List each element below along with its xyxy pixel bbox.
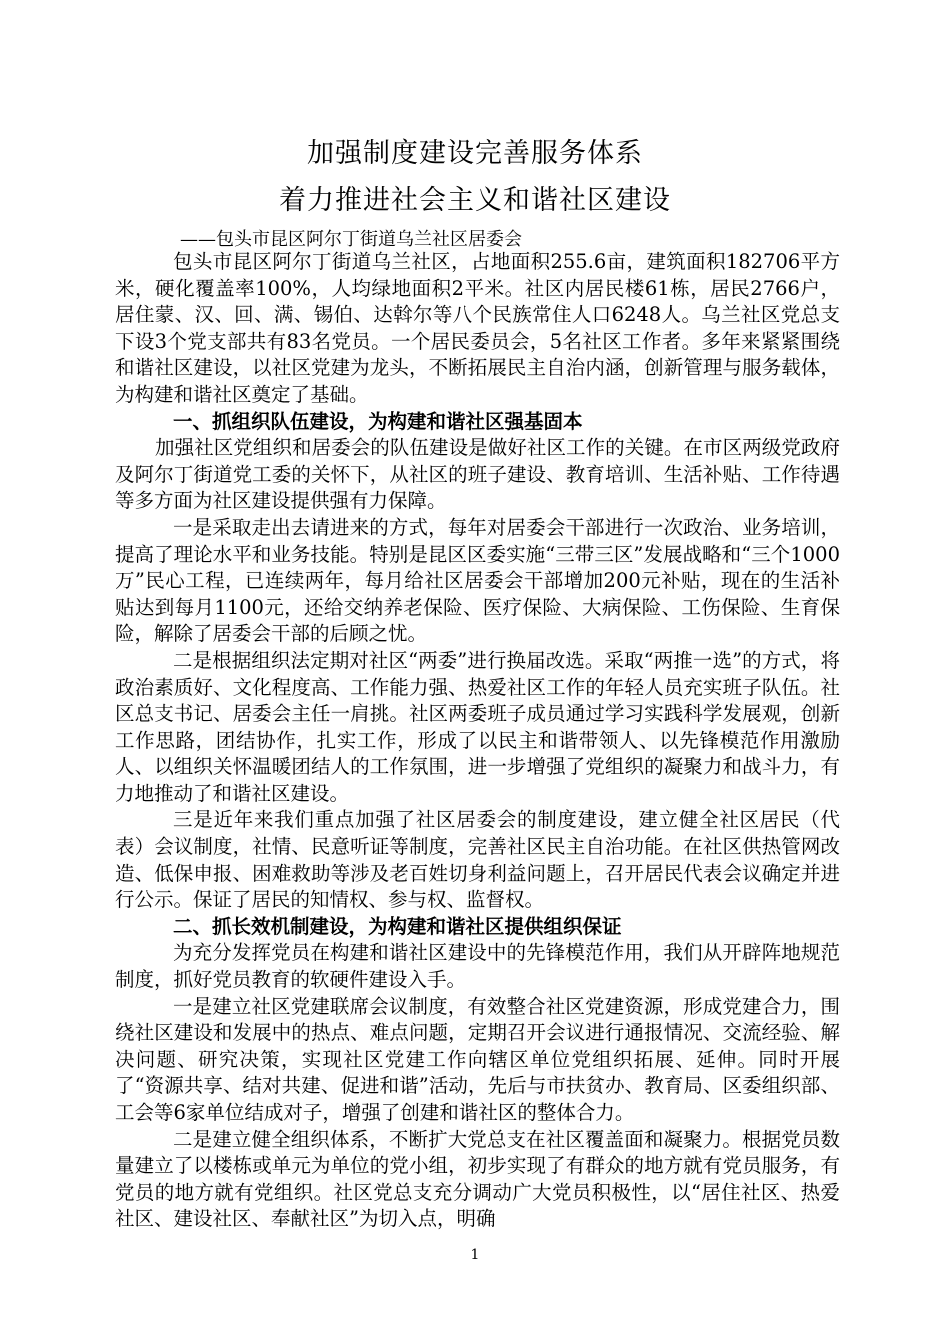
document-body <box>115 249 840 1233</box>
section-2-heading: 二、抓长效机制建设，为构建和谐社区提供组织保证 <box>173 914 622 938</box>
page-number: 1 <box>470 1247 480 1263</box>
section-1-paragraph: 加强社区党组织和居委会的队伍建设是做好社区工作的关键。在市区两级党政府及阿尔丁街道党工委的关怀下，从社区的班子建设、教育培训、生活补贴、工作待遇等多方面为社区建设提供强有力保障。 <box>115 436 840 513</box>
document-title-line-1: 加强制度建设完善服务体系 <box>307 138 643 169</box>
section-1-paragraph: 三是近年来我们重点加强了社区居委会的制度建设，建立健全社区居民（代表）会议制度，社情、民意听证等制度，完善社区民主自治功能。在社区供热管网改造、低保申报、困难救助等涉及老百姓切身利益问题上，召开居民代表会议确定并进行公示。保证了居民的知情权、参与权、监督权。 <box>115 808 840 912</box>
document-subtitle: ——包头市昆区阿尔丁街道乌兰社区居委会 <box>180 229 522 250</box>
section-2-paragraph: 为充分发挥党员在构建和谐社区建设中的先锋模范作用，我们从开辟阵地规范制度，抓好党员教育的软硬件建设入手。 <box>115 941 840 992</box>
section-2-paragraph: 一是建立社区党建联席会议制度，有效整合社区党建资源，形成党建合力，围绕社区建设和发展中的热点、难点问题，定期召开会议进行通报情况、交流经验、解决问题、研究决策，实现社区党建工作向辖区单位党组织拓展、延伸。同时开展了“资源共享、结对共建、促进和谐”活动，先后与市扶贫办、教育局、区委组织部、工会等6家单位结成对子，增强了创建和谐社区的整体合力。 <box>115 994 840 1124</box>
intro-paragraph: 包头市昆区阿尔丁街道乌兰社区，占地面积255.6亩，建筑面积182706平方米，硬化覆盖率100%，人均绿地面积2平米。社区内居民楼61栋，居民2766户，居住蒙、汉、回、满、锡伯、达斡尔等八个民族常住人口6248人。乌兰社区党总支下设3个党支部共有83名党员。一个居民委员会，5名社区工作者。多年来紧紧围绕和谐社区建设，以社区党建为龙头，不断拓展民主自治内涵，创新管理与服务载体，为构建和谐社区奠定了基础。 <box>115 250 840 406</box>
section-1-heading: 一、抓组织队伍建设，为构建和谐社区强基固本 <box>173 409 583 433</box>
section-1-paragraph: 一是采取走出去请进来的方式，每年对居委会干部进行一次政治、业务培训，提高了理论水平和业务技能。特别是昆区区委实施“三带三区”发展战略和“三个1000万”民心工程，已连续两年，每月给社区居委会干部增加200元补贴，现在的生活补贴达到每月1100元，还给交纳养老保险、医疗保险、大病保险、工伤保险、生育保险，解除了居委会干部的后顾之忧。 <box>115 515 840 646</box>
section-2-paragraph: 二是建立健全组织体系，不断扩大党总支在社区覆盖面和凝聚力。根据党员数量建立了以楼栋或单元为单位的党小组，初步实现了有群众的地方就有党员服务，有党员的地方就有党组织。社区党总支充分调动广大党员积极性，以“居住社区、热爱社区、建设社区、奉献社区”为切入点，明确 <box>115 1127 840 1231</box>
document-title-line-2: 着力推进社会主义和谐社区建设 <box>279 185 671 216</box>
section-1-paragraph: 二是根据组织法定期对社区“两委”进行换届改选。采取“两推一选”的方式，将政治素质好、文化程度高、工作能力强、热爱社区工作的年轻人员充实班子队伍。社区总支书记、居委会主任一肩挑。社区两委班子成员通过学习实践科学发展观，创新工作思路，团结协作，扎实工作，形成了以民主和谐带领人、以先锋模范作用激励人、以组织关怀温暖团结人的工作氛围，进一步增强了党组织的凝聚力和战斗力，有力地推动了和谐社区建设。 <box>115 648 840 805</box>
